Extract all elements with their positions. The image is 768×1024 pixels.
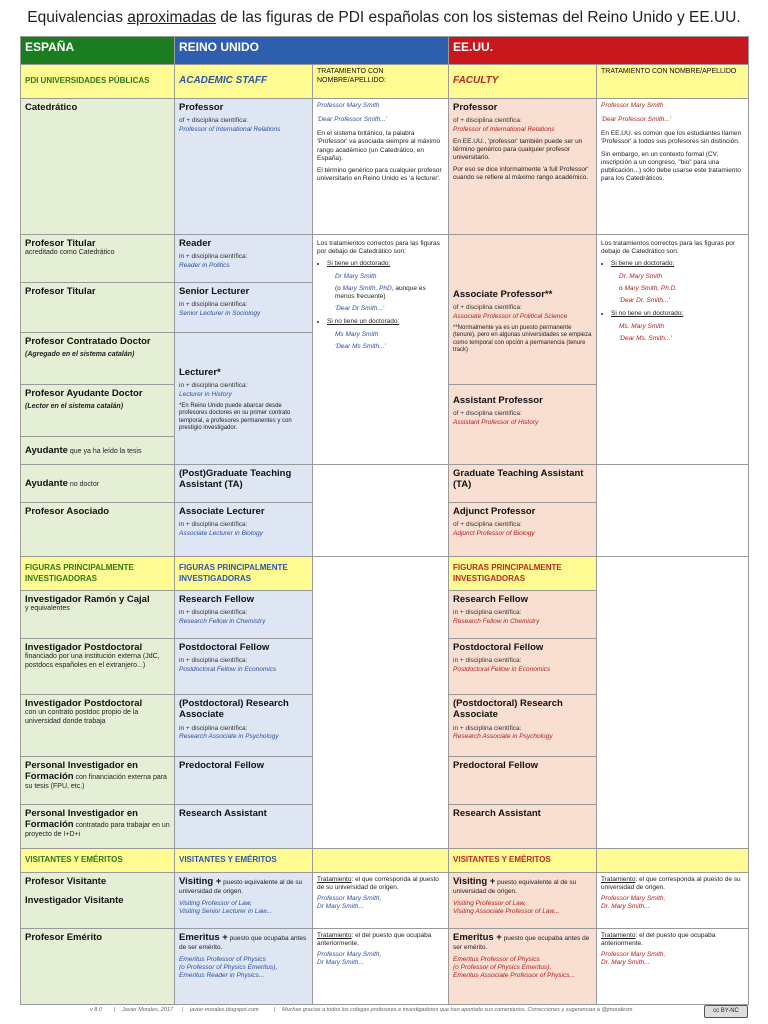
us-treatment-block: Los tratamientos correctos para las figuras por debajo de Catedrático son: • Si tiene un doctorado: Dr. Mary Smith o Mary Smith, Ph.D. 'Dear Dr. Smith...' • Si no tiene un doctorado: Ms. Mary Smith 'Dear Ms. Smith...' [597, 235, 749, 465]
senior-lecturer-discipline: in + disciplina científica: [179, 301, 248, 309]
us-doctorate-alt: Mary Smith, Ph.D. [624, 284, 678, 292]
visiting-us-treatment-example-1: Professor Mary Smith, [601, 895, 666, 903]
titular-acreditado-title: Profesor Titular [25, 238, 96, 249]
adjunct-professor-discipline: of + disciplina científica: [453, 521, 522, 529]
research-fellow-uk-discipline: in + disciplina científica: [179, 609, 248, 617]
visitantes-espana-label: VISITANTES Y EMÉRITOS [25, 855, 123, 865]
academic-staff-label: ACADEMIC STAFF [179, 75, 268, 87]
research-associate-uk-example: Research Associate in Psychology [179, 732, 279, 740]
reader-example: Reader in Politics [179, 261, 230, 269]
postdoc-externo-title: Investigador Postdoctoral [25, 642, 143, 653]
formacion-proyecto-title-b: Formación [25, 819, 74, 831]
uk-no-doctorate-label: Si no tiene un doctorado: [327, 317, 400, 325]
emeritus-uk-example-1: Emeritus Professor of Physics [179, 955, 266, 963]
ayudante-no-doctor-note: no doctor [67, 480, 100, 488]
us-no-doctorate-salutation: 'Dear Ms. Smith...' [619, 335, 672, 342]
formacion-fpu-title-a: Personal Investigador en [25, 760, 138, 771]
investigadoras-us-label: FIGURAS PRINCIPALMENTE INVESTIGADORAS [453, 562, 562, 583]
ayudante-no-doctor-title: Ayudante [25, 477, 68, 489]
emeritus-uk-treatment-example-2: Dr Mary Smith... [317, 959, 364, 967]
uk-treatment-block: Los tratamientos correctos para las figuras por debajo de Catedrático son: • Si tiene un doctorado: Dr Mary Smith (o Mary Smith, PhD, aunque es menos frecuente) 'Dear Dr Smith...' • Si no tiene un doctorado: Ms Mary Smith 'Dear Ms Smith...' [313, 235, 449, 465]
uk-no-doctorate-name: Ms Mary Smith [335, 331, 379, 338]
emeritus-uk-treatment: : el del puesto que ocupaba anteriormente. [317, 932, 432, 948]
footer-blog-link[interactable]: javier-morales.blogspot.com [190, 1007, 259, 1013]
emeritus-us-treatment: : el del puesto que ocupaba anteriormente. [601, 932, 716, 948]
titular-title: Profesor Titular [25, 286, 96, 297]
visiting-us-treatment-example-2: Dr. Mary Smith... [601, 903, 650, 911]
us-doctorate-name: Dr. Mary Smith [619, 273, 663, 281]
contratado-doctor-title: Profesor Contratado Doctor [25, 336, 151, 347]
emeritus-us-desc: puesto que ocupaba antes de ser emérito. [453, 935, 590, 951]
uk-treatment-heading: TRATAMIENTO CON NOMBRE/APELLIDO: [313, 65, 449, 99]
visiting-us-title: Visiting + [453, 876, 496, 887]
emeritus-uk-treatment-example-1: Professor Mary Smith, [317, 951, 382, 959]
associate-professor-discipline: of + disciplina científica: [453, 304, 522, 312]
assistant-professor-title: Assistant Professor [453, 395, 543, 406]
profesor-emerito-title: Profesor Emérito [25, 932, 103, 943]
investigadoras-espana-label: FIGURAS PRINCIPALMENTE INVESTIGADORAS [25, 562, 134, 583]
research-associate-us-example: Research Associate in Psychology [453, 732, 553, 740]
ayudante-doctor-note: (Lector en el sistema catalán) [25, 403, 124, 411]
title-underlined-word: aproximadas [127, 9, 216, 26]
catedratico-title: Catedrático [25, 102, 78, 113]
emeritus-us-example-2: (o Professor of Physics Emeritus), [453, 963, 552, 971]
pdi-band-row [21, 65, 749, 99]
visiting-uk-title: Visiting + [179, 876, 222, 887]
lecturer-note: *En Reino Unido puede abarcar desde profesores doctores en su primer contrato temporal, a profesores permanentes y con prestigio investigador. [179, 402, 292, 432]
creative-commons-badge: cc BY-NC [704, 1005, 748, 1018]
formacion-fpu-title-b: Formación [25, 771, 74, 783]
visiting-us-example-1: Visiting Professor of Law, [453, 899, 526, 907]
graduate-teaching-assistant-uk: (Post)Graduate Teaching Assistant (TA) [179, 468, 292, 491]
uk-treatment-intro: Los tratamientos correctos para las figuras por debajo de Catedrático son: [317, 240, 440, 256]
uk-professor-note-1: En el sistema británico, la palabra 'Professor' va asociada siempre al máximo rango académico (un Catedrático, en España). [317, 130, 441, 162]
research-associate-uk-discipline: in + disciplina científica: [179, 724, 248, 732]
country-header-row [21, 37, 749, 65]
postdoctoral-fellow-us-example: Postdoctoral Fellow in Economics [453, 665, 551, 673]
postdoctoral-fellow-uk-example: Postdoctoral Fellow in Economics [179, 665, 277, 673]
visiting-us-treatment: : el que corresponda al puesto de su universidad de origen. [601, 876, 741, 892]
associate-professor-cell [449, 235, 597, 385]
investigadoras-band-row [21, 557, 749, 591]
emeritus-us-treatment-example-1: Professor Mary Smith, [601, 951, 666, 959]
pdi-espana-label: PDI UNIVERSIDADES PÚBLICAS [25, 76, 150, 86]
catedratico-row [21, 99, 749, 235]
uk-doctorate-name: Dr Mary Smith [335, 273, 377, 281]
us-no-doctorate-name: Ms. Mary Smith [619, 322, 665, 330]
footer: v 8.0 | Javier Morales, 2017 | javier-morales.blogspot.com | Muchas gracias a todos los colegas profesores e investigadores que han aportado sus comentarios. Correcciones y sugerencias a @jmoralesm cc BY-NC [20, 1004, 748, 1018]
research-fellow-us-title: Research Fellow [453, 594, 528, 605]
footer-version: v 8.0 [90, 1007, 102, 1013]
ayudante-tesis-title: Ayudante [25, 444, 68, 456]
equivalence-table [20, 36, 749, 1005]
footer-author: Javier Morales, 2017 [122, 1007, 174, 1013]
uk-professor-treatment-2: 'Dear Professor Smith...' [317, 116, 388, 124]
investigador-visitante-title: Investigador Visitante [25, 895, 124, 907]
lecturer-example: Lecturer in History [179, 390, 232, 398]
research-fellow-us-discipline: in + disciplina científica: [453, 609, 522, 617]
titular-acreditado-row [21, 235, 749, 283]
header-us: EE.UU. [449, 37, 749, 65]
postdoctoral-fellow-us-title: Postdoctoral Fellow [453, 642, 544, 653]
uk-doctorate-alt: Mary Smith, PhD [342, 284, 392, 292]
faculty-label: FACULTY [453, 75, 499, 87]
titular-acreditado-note: acreditado como Catedrático [25, 249, 115, 257]
page-title: Equivalencias aproximadas de las figuras de PDI españolas con los sistemas del Reino Unido y EE.UU. [27, 9, 741, 26]
visiting-uk-treatment-example-2: Dr Mary Smith... [317, 903, 364, 911]
associate-lecturer-example: Associate Lecturer in Biology [179, 529, 263, 537]
assistant-professor-example: Assistant Professor of History [453, 418, 539, 426]
associate-lecturer-discipline: in + disciplina científica: [179, 521, 248, 529]
us-doctorate-salutation: 'Dear Dr. Smith...' [619, 296, 670, 304]
us-professor-note-2: Por eso se dice informalmente 'a full Professor' cuando se refiere al máximo rango académico. [453, 166, 589, 182]
associate-lecturer-title: Associate Lecturer [179, 506, 265, 517]
us-professor-discipline: of + disciplina científica: [453, 117, 522, 125]
emeritus-uk-example-3: Emeritus Reader in Physics... [179, 971, 265, 979]
postdoctoral-fellow-uk-title: Postdoctoral Fellow [179, 642, 270, 653]
visiting-uk-example-1: Visiting Professor of Law, [179, 899, 252, 907]
profesor-visitante-title: Profesor Visitante [25, 876, 107, 887]
formacion-proyecto-title-a: Personal Investigador en [25, 808, 138, 819]
research-associate-uk-title: (Postdoctoral) Research Associate [179, 698, 289, 721]
associate-professor-title: Associate Professor** [453, 289, 553, 300]
research-fellow-uk-example: Research Fellow in Chemistry [179, 617, 266, 625]
visitantes-us-label: VISITANTES Y EMÉRITOS [453, 855, 551, 865]
research-associate-us-discipline: in + disciplina científica: [453, 724, 522, 732]
postdoc-externo-note: financiado por una institución externa (JdC, postdocs españoles en el extranjero...) [25, 653, 160, 670]
contratado-doctor-note: (Agregado en el sistema catalán) [25, 351, 135, 359]
predoctoral-fellow-us: Predoctoral Fellow [453, 760, 539, 771]
visiting-uk-treatment: : el que corresponda al puesto de su universidad de origen. [317, 876, 439, 892]
lecturer-cell [175, 333, 313, 465]
formacion-proyecto-note: contratado para trabajar en un proyecto de I+D+i [25, 822, 170, 839]
uk-doctorate-label: Si tiene un doctorado: [327, 260, 391, 268]
visiting-us-example-2: Visiting Associate Professor of Law... [453, 907, 560, 915]
emeritus-us-treatment-example-2: Dr. Mary Smith... [601, 959, 650, 967]
emeritus-us-example-1: Emeritus Professor of Physics [453, 955, 540, 963]
visiting-us-desc: puesto equivalente al de su universidad de origen. [453, 879, 577, 895]
visitantes-band-row [21, 849, 749, 873]
emeritus-us-example-3: Emeritus Associate Professor of Physics... [453, 971, 575, 979]
us-treatment-heading: TRATAMIENTO CON NOMBRE/APELLIDO [597, 65, 749, 99]
research-assistant-uk: Research Assistant [179, 808, 267, 819]
header-uk: REINO UNIDO [175, 37, 449, 65]
us-professor-title: Professor [453, 102, 498, 113]
emeritus-uk-desc: puesto que ocupaba antes de ser emérito. [179, 935, 307, 951]
us-professor-note-3: En EE.UU. es común que los estudiantes llamen 'Professor' a todos sus profesores sin distinción. [601, 130, 742, 146]
us-professor-treatment-1: Professor Mary Smith [601, 102, 664, 109]
us-professor-treatment-2: 'Dear Professor Smith...' [601, 116, 672, 124]
adjunct-professor-title: Adjunct Professor [453, 506, 536, 517]
assistant-professor-discipline: of + disciplina científica: [453, 410, 522, 418]
visitante-row [21, 873, 749, 929]
research-associate-us-title: (Postdoctoral) Research Associate [453, 698, 563, 721]
research-fellow-us-example: Research Fellow in Chemistry [453, 617, 540, 625]
reader-discipline: in + disciplina científica: [179, 253, 248, 261]
us-professor-note-1: En EE.UU., 'professor' también puede ser un término genérico para cualquier profesor universitario. [453, 137, 583, 161]
emerito-row [21, 929, 749, 1005]
visiting-uk-treatment-example-1: Professor Mary Smith, [317, 895, 382, 903]
uk-professor-discipline: of + disciplina científica: [179, 117, 248, 125]
us-professor-note-4: Sin embargo, en un contexto formal (CV, inscripción a un congreso, "bio" para una publicación...) sólo debe usarse este tratamiento para los Catedráticos. [601, 150, 741, 182]
postdoc-universidad-title: Investigador Postdoctoral [25, 698, 143, 709]
visiting-uk-desc: puesto equivalente al de su universidad de origen. [179, 879, 303, 895]
uk-professor-treatment-1: Professor Mary Smith [317, 102, 380, 109]
predoctoral-fellow-uk: Predoctoral Fellow [179, 760, 264, 771]
us-professor-example: Professor of International Relations [453, 125, 555, 133]
postdoctoral-fellow-us-discipline: in + disciplina científica: [453, 657, 522, 665]
investigadoras-uk-label: FIGURAS PRINCIPALMENTE INVESTIGADORAS [179, 562, 288, 583]
ramon-y-cajal-note: y equivalentes [25, 605, 70, 613]
visiting-us-treatment-label: Tratamiento [601, 876, 636, 883]
uk-professor-example: Professor of International Relations [179, 125, 281, 133]
ayudante-no-doctor-row [21, 465, 749, 503]
visiting-uk-example-2: Visiting Senior Lecturer in Law... [179, 907, 272, 915]
research-fellow-uk-title: Research Fellow [179, 594, 254, 605]
emeritus-us-title: Emeritus + [453, 932, 502, 943]
postdoc-universidad-note: con un contrato postdoc propio de la universidad donde trabaja [25, 709, 139, 726]
graduate-teaching-assistant-us: Graduate Teaching Assistant (TA) [453, 468, 584, 491]
uk-professor-title: Professor [179, 102, 224, 113]
reader-title: Reader [179, 238, 212, 249]
footer-thanks: Muchas gracias a todos los colegas profesores e investigadores que han aportado sus comentarios. Correcciones y sugerencias a @jmoralesm [282, 1007, 633, 1013]
formacion-fpu-note: con financiación externa para su tesis (FPU, etc.) [25, 774, 167, 791]
visiting-uk-treatment-label: Tratamiento [317, 876, 352, 883]
associate-professor-note: **Normalmente ya es un puesto permanente (tenure), pero en algunas universidades se empieza como temporal con opción a permanencia (tenure track) [453, 324, 592, 354]
emeritus-us-treatment-label: Tratamiento [601, 932, 636, 939]
ayudante-tesis-note: que ya ha leído la tesis [67, 447, 142, 455]
postdoctoral-fellow-uk-discipline: in + disciplina científica: [179, 657, 248, 665]
asociado-title: Profesor Asociado [25, 506, 110, 517]
senior-lecturer-example: Senior Lecturer in Sociology [179, 309, 261, 317]
associate-professor-example: Associate Professor of Political Science [453, 312, 568, 320]
us-treatment-intro: Los tratamientos correctos para las figuras por debajo de Catedrático son: [601, 240, 736, 256]
emeritus-uk-title: Emeritus + [179, 932, 228, 943]
assistant-professor-cell [449, 385, 597, 465]
us-no-doctorate-label: Si no tiene un doctorado: [611, 309, 684, 317]
emeritus-uk-example-2: (o Professor of Physics Emeritus), [179, 963, 278, 971]
research-assistant-us: Research Assistant [453, 808, 541, 819]
emeritus-uk-treatment-label: Tratamiento [317, 932, 352, 939]
header-espana: ESPAÑA [21, 37, 175, 65]
uk-professor-note-2: El término genérico para cualquier profesor universitario en Reino Unido es 'a lecturer'. [317, 166, 442, 182]
us-doctorate-label: Si tiene un doctorado: [611, 260, 675, 268]
ramon-y-cajal-title: Investigador Ramón y Cajal [25, 594, 150, 605]
ayudante-doctor-title: Profesor Ayudante Doctor [25, 388, 143, 399]
lecturer-title: Lecturer* [179, 367, 221, 378]
visitantes-uk-label: VISITANTES Y EMÉRITOS [179, 855, 277, 865]
lecturer-discipline: in + disciplina científica: [179, 382, 248, 390]
uk-no-doctorate-salutation: 'Dear Ms Smith...' [335, 343, 386, 351]
adjunct-professor-example: Adjunct Professor of Biology [453, 529, 535, 537]
uk-doctorate-salutation: 'Dear Dr Smith...' [335, 304, 385, 312]
senior-lecturer-title: Senior Lecturer [179, 286, 250, 297]
